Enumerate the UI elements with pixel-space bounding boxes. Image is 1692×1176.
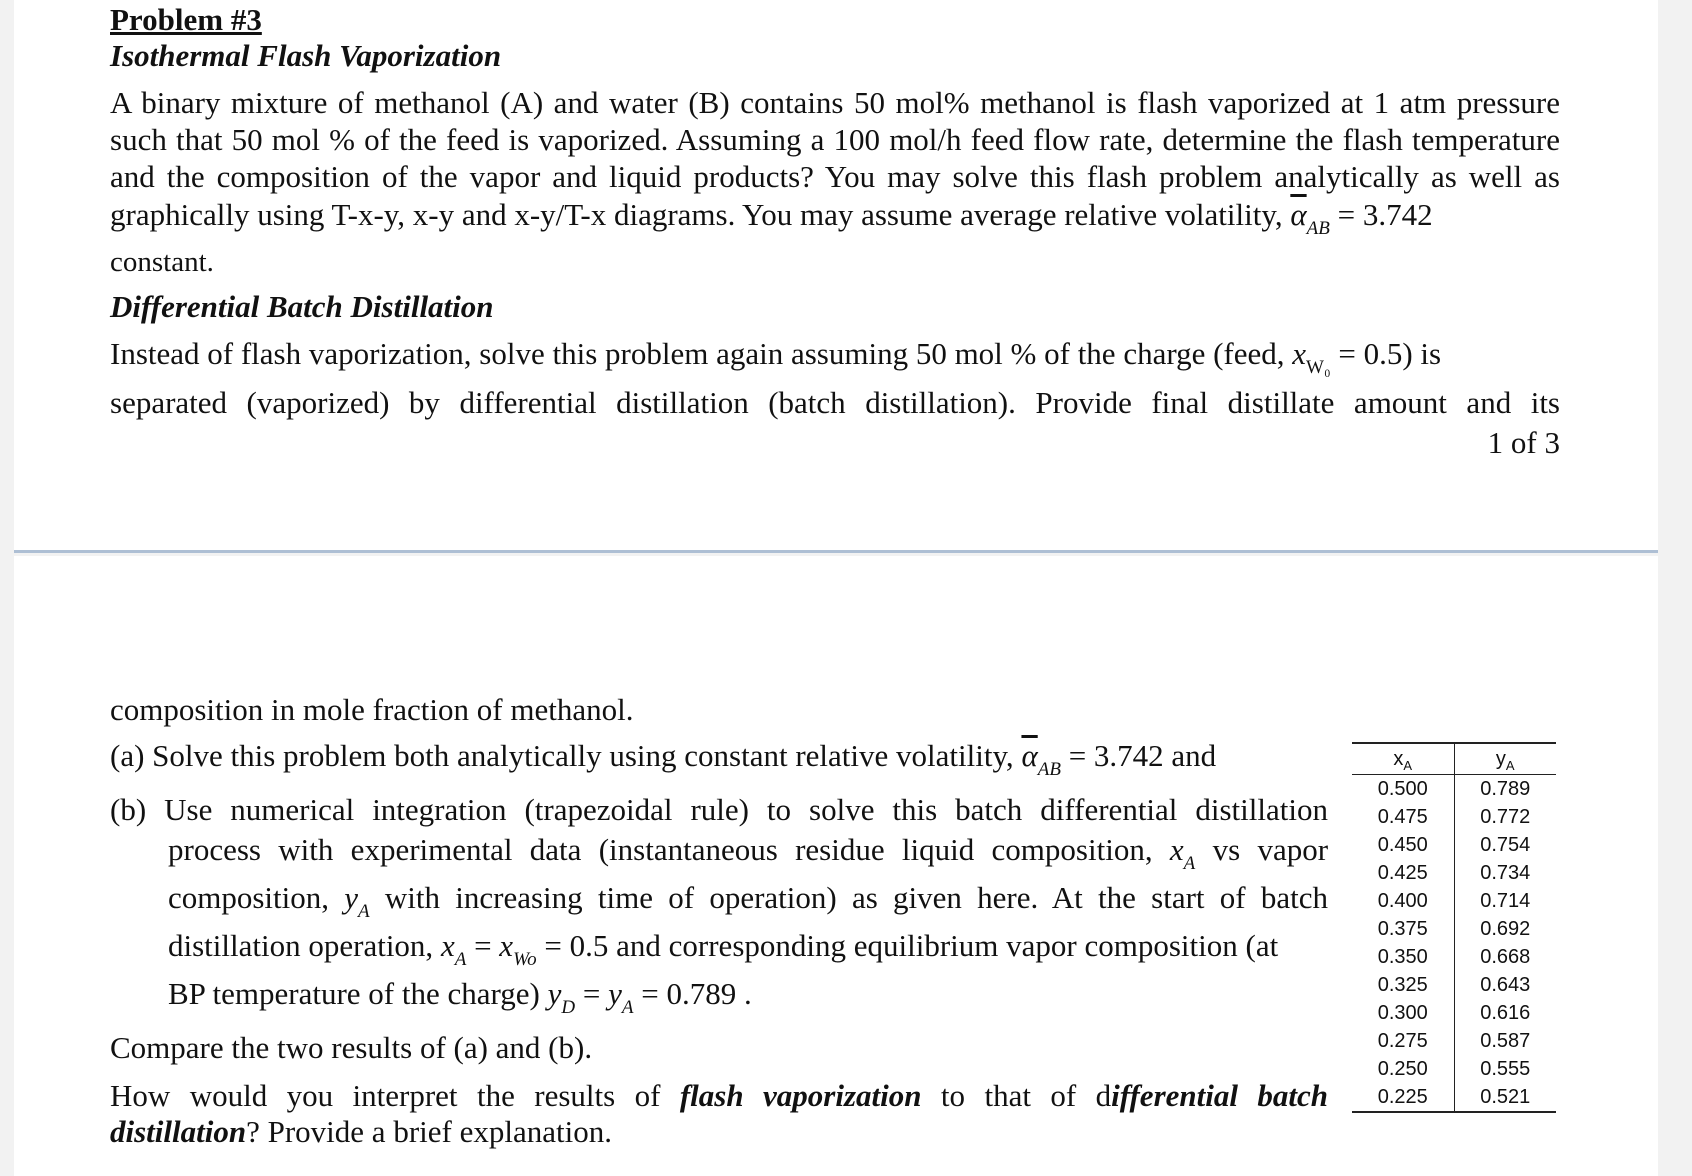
table-cell-xa: 0.300	[1352, 999, 1455, 1027]
x-a-subscript: A	[1183, 853, 1196, 874]
table-cell-ya: 0.555	[1480, 1057, 1531, 1080]
table-row	[1352, 943, 1556, 971]
table-cell-ya: 0.643	[1480, 973, 1531, 996]
table-row	[1352, 831, 1556, 859]
table-row	[1352, 775, 1556, 803]
table-cell-ya: 0.772	[1480, 805, 1531, 828]
alpha-subscript: AB	[1306, 218, 1330, 239]
table-cell-ya: 0.692	[1480, 917, 1531, 940]
table-cell-xa: 0.500	[1352, 775, 1455, 803]
paragraph-1-line-3: and the composition of the vapor and liquid products? You may solve this flash problem analytically as well as	[110, 159, 1560, 194]
page-number: 1 of 3	[1487, 425, 1560, 460]
table-cell-ya: 0.754	[1480, 833, 1531, 856]
y-a-subscript: A	[358, 901, 370, 922]
table-cell-xa: 0.350	[1352, 943, 1455, 971]
table-cell-xa: 0.375	[1352, 915, 1455, 943]
table-cell-ya: 0.616	[1480, 1001, 1531, 1024]
table-cell-ya: 0.668	[1480, 945, 1531, 968]
paragraph-1-line-2: such that 50 mol % of the feed is vaporized. Assuming a 100 mol/h feed flow rate, determine the flash temperature	[110, 122, 1560, 157]
alpha-subscript-a: AB	[1037, 759, 1061, 780]
part-a-line: (a) Solve this problem both analytically using constant relative volatility, $\overline{\alpha}_{AB} = 3.742$ and	[110, 738, 1217, 780]
table-header-row	[1352, 744, 1556, 775]
table-cell-xa: 0.250	[1352, 1055, 1455, 1083]
table-row	[1352, 887, 1556, 915]
table-cell-xa: 0.475	[1352, 803, 1455, 831]
part-b-line-5: BP temperature of the charge) $y_D = y_A = 0.789$ .	[168, 976, 752, 1018]
paragraph-2-line-2: separated (vaporized) by differential distillation (batch distillation). Provide final distillate amount and its	[110, 385, 1560, 420]
problem-heading: Problem #3	[110, 2, 262, 37]
interpret-line-1: How would you interpret the results of flash vaporization to that of differential batch	[110, 1078, 1329, 1113]
part-b-line-2: process with experimental data (instantaneous residue liquid composition, $x_A$ vs vapor	[168, 832, 1329, 874]
table-cell-xa: 0.425	[1352, 859, 1455, 887]
table-row	[1352, 859, 1556, 887]
table-cell-xa: 0.400	[1352, 887, 1455, 915]
paragraph-1-line-5: constant.	[110, 246, 214, 278]
table-cell-xa: 0.275	[1352, 1027, 1455, 1055]
equilibrium-data-table	[1352, 742, 1556, 1113]
table-cell-ya: 0.521	[1480, 1085, 1531, 1108]
section-title-batch: Differential Batch Distillation	[110, 289, 494, 324]
interpret-line-2: distillation? Provide a brief explanation.	[110, 1114, 612, 1149]
alpha-symbol-a: $\overline{\alpha}$	[1021, 738, 1038, 773]
table-cell-xa: 0.225	[1352, 1083, 1455, 1111]
table-row	[1352, 1055, 1556, 1083]
table-row	[1352, 915, 1556, 943]
table-row	[1352, 1083, 1556, 1111]
page-separator	[14, 550, 1658, 553]
part-b-line-4: distillation operation, $x_A = x_{Wo} = 0.5$ and corresponding equilibrium vapor composition (at	[168, 928, 1279, 970]
paragraph-3-line-1: composition in mole fraction of methanol.	[110, 692, 634, 727]
table-cell-xa: 0.450	[1352, 831, 1455, 859]
paragraph-1-line-4: graphically using T-x-y, x-y and x-y/T-x diagrams. You may assume average relative volatility, $\overline{\alpha}_{AB} = 3.742$	[110, 197, 1433, 239]
paragraph-2-line-1: Instead of flash vaporization, solve this problem again assuming 50 mol % of the charge (feed, $x_{W_0} = 0.5$) is	[110, 336, 1442, 378]
table-cell-ya: 0.587	[1480, 1029, 1531, 1052]
table-body	[1352, 775, 1556, 1111]
table-row	[1352, 1027, 1556, 1055]
y-a-symbol: y	[344, 880, 359, 915]
part-b-line-1: (b) Use numerical integration (trapezoidal rule) to solve this batch differential distillation	[110, 792, 1328, 827]
x-w0-subscript: W₀	[1306, 357, 1331, 378]
table-cell-ya: 0.714	[1480, 889, 1531, 912]
table-row	[1352, 999, 1556, 1027]
table-cell-ya: 0.789	[1480, 777, 1531, 800]
x-a-symbol: x	[1169, 832, 1184, 867]
compare-line: Compare the two results of (a) and (b).	[110, 1030, 593, 1065]
table-row	[1352, 803, 1556, 831]
table-cell-ya: 0.734	[1480, 861, 1531, 884]
table-header-ya: $y_A$	[1495, 747, 1515, 773]
section-title-flash: Isothermal Flash Vaporization	[110, 38, 502, 73]
paragraph-1-line-1: A binary mixture of methanol (A) and water (B) contains 50 mol% methanol is flash vaporized at 1 atm pressure	[110, 85, 1560, 120]
table-header-xa: $x_A$	[1352, 744, 1455, 774]
x-w0-symbol: x	[1292, 336, 1307, 371]
part-b-line-3: composition, $y_A$ with increasing time of operation) as given here. At the start of batch	[168, 880, 1328, 922]
table-row	[1352, 971, 1556, 999]
table-cell-xa: 0.325	[1352, 971, 1455, 999]
alpha-symbol: $\overline{\alpha}$	[1290, 197, 1307, 232]
